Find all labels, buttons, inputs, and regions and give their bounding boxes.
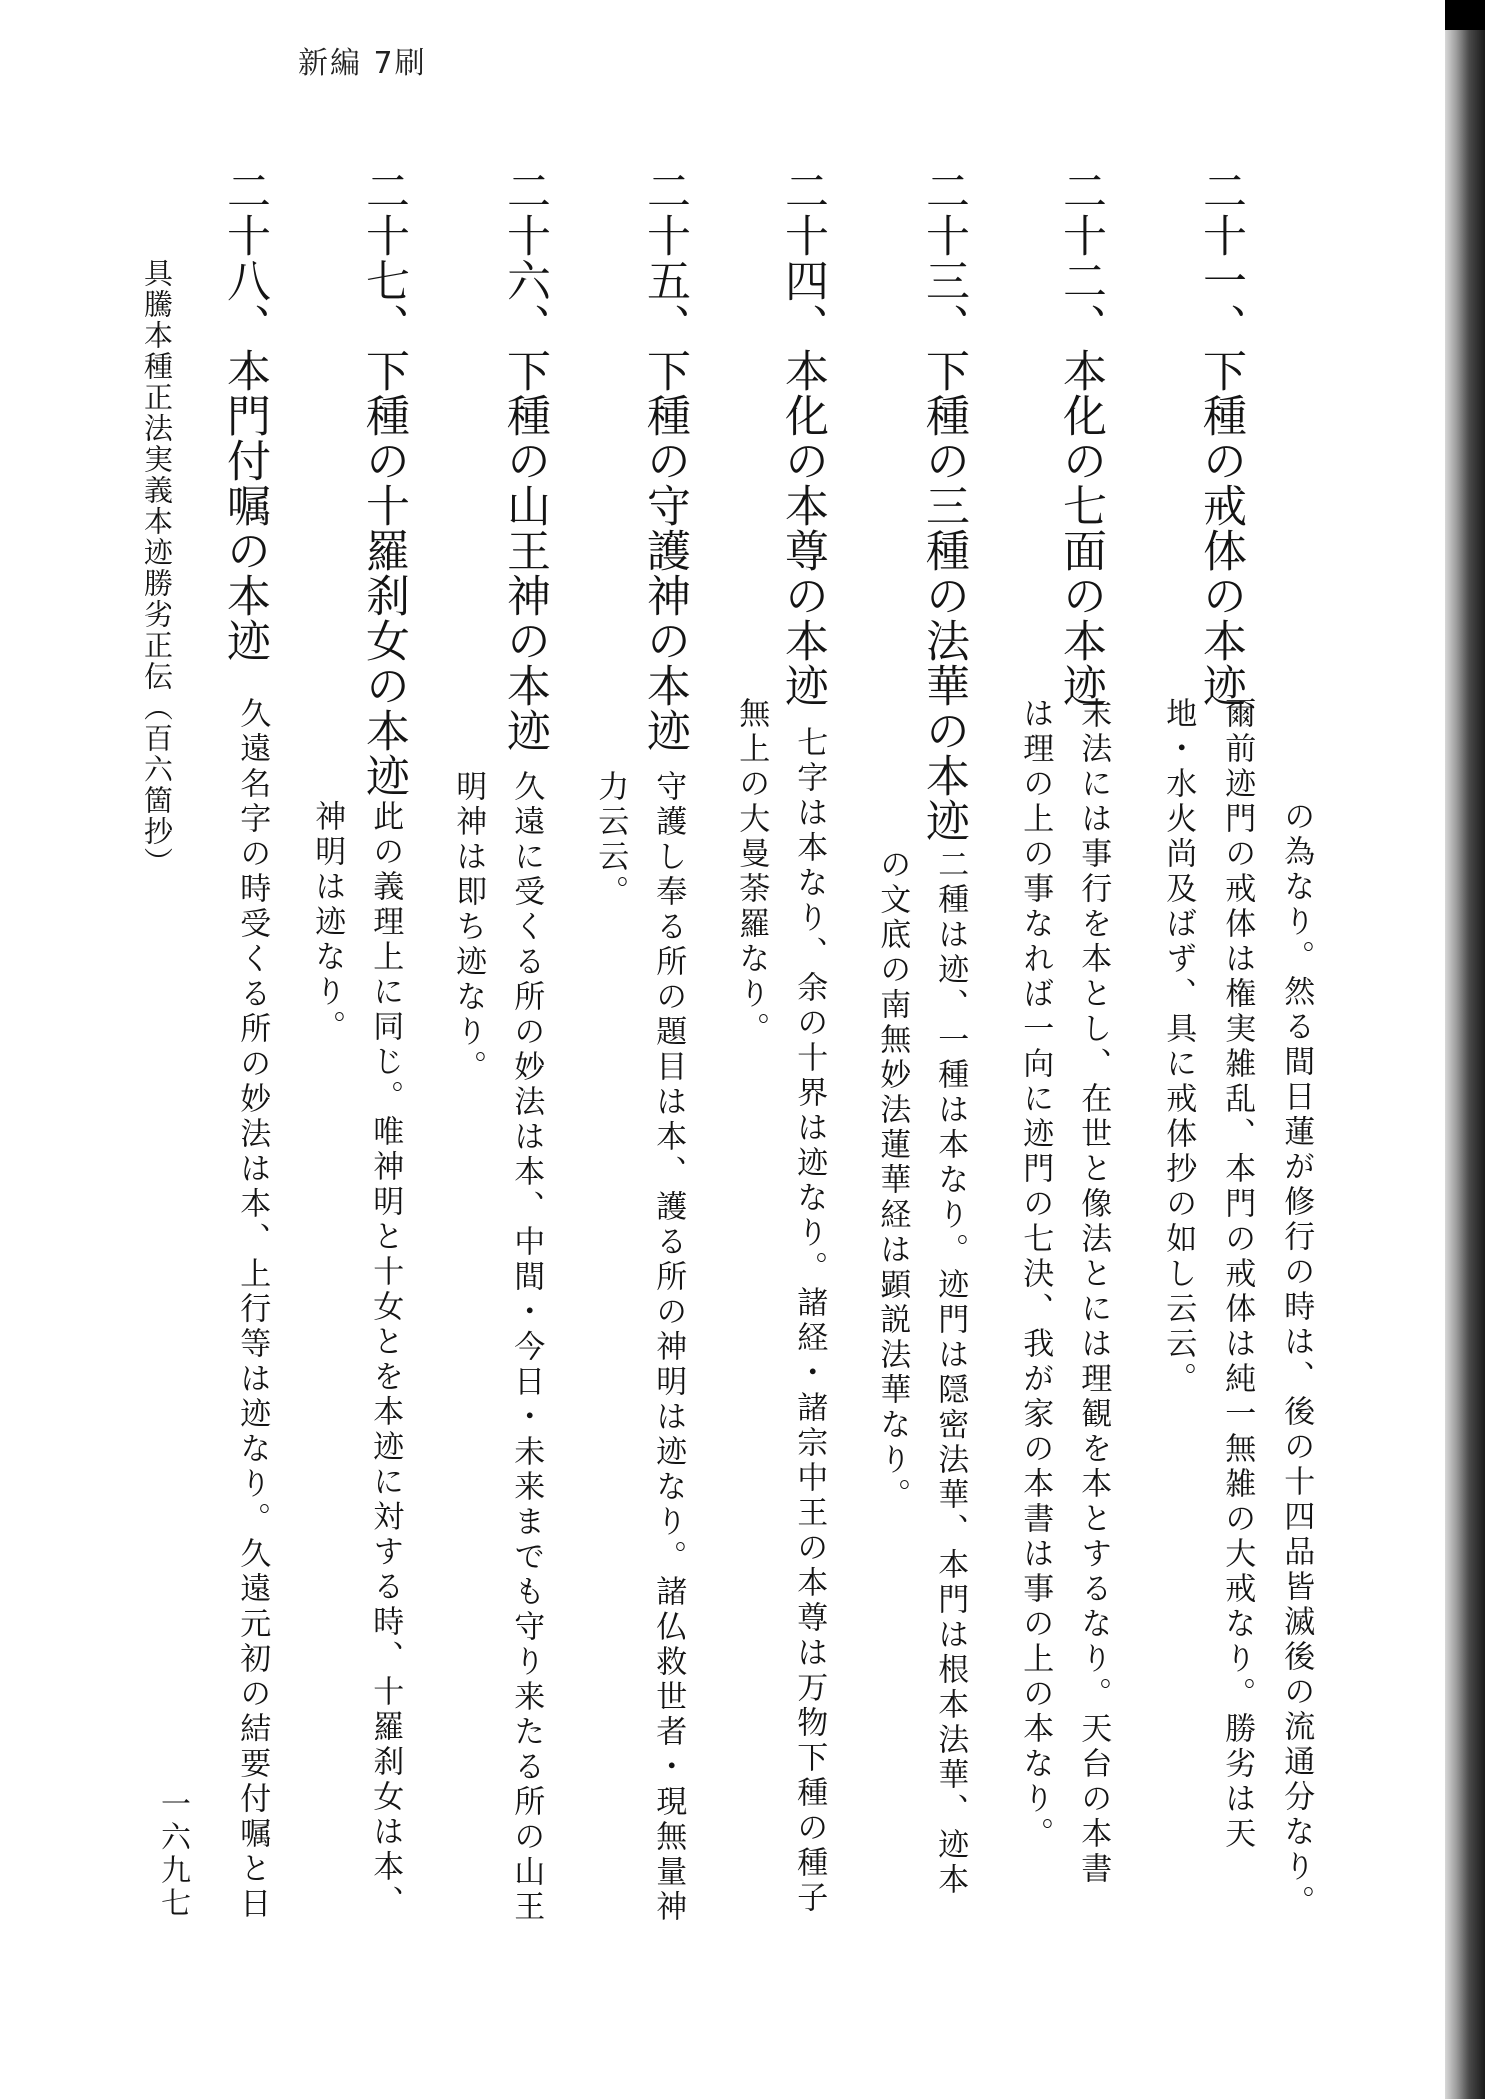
entry-23-body-line-1: 二種は迹、一種は本なり。迹門は隠密法華、本門は根本法華、迹本 — [932, 848, 969, 1898]
entry-21-heading: 二十一、下種の戒体の本迹 — [1195, 168, 1246, 708]
entry-23-heading: 二十三、下種の三種の法華の本迹 — [918, 168, 969, 843]
entry-25-body-line-2: 力云云。 — [592, 770, 629, 910]
entry-25-body-line-1: 守護し奉る所の題目は本、護る所の神明は迹なり。諸仏救世者・現無量神 — [650, 770, 687, 1925]
entry-26-body-line-1: 久遠に受くる所の妙法は本、中間・今日・未来までも守り来たる所の山王 — [508, 770, 545, 1925]
entry-21-body-line-1: の為なり。然る間日蓮が修行の時は、後の十四品皆滅後の流通分なり。 — [1278, 800, 1315, 1920]
entry-21-body-line-3: 地・水火尚及ばず、具に戒体抄の如し云云。 — [1160, 697, 1197, 1397]
entry-22-body-line-2: は理の上の事なれば一向に迹門の七決、我が家の本書は事の上の本なり。 — [1017, 697, 1054, 1852]
entry-22-heading: 二十二、本化の七面の本迹 — [1055, 168, 1106, 708]
running-title: 具騰本種正法実義本迹勝劣正伝（百六箇抄） — [140, 258, 174, 878]
entry-24-body-line-1: 七字は本なり、余の十界は迹なり。諸経・諸宗中王の本尊は万物下種の種子 — [791, 726, 828, 1916]
entry-24-heading: 二十四、本化の本尊の本迹 — [777, 168, 828, 708]
entry-27-body-line-1: 此の義理上に同じ。唯神明と十女とを本迹に対する時、十羅刹女は本、 — [367, 800, 404, 1920]
entry-26-body-line-2: 明神は即ち迹なり。 — [450, 770, 487, 1085]
book-spine-corner — [1445, 0, 1485, 30]
entry-23-body-line-2: の文底の南無妙法蓮華経は顕説法華なり。 — [874, 848, 911, 1513]
page-number: 一六九七 — [155, 1788, 190, 1920]
entry-27-heading: 二十七、下種の十羅刹女の本迹 — [358, 168, 409, 798]
entry-26-heading: 二十六、下種の山王神の本迹 — [499, 168, 550, 753]
entry-27-body-line-2: 神明は迹なり。 — [309, 800, 346, 1045]
entry-28-heading: 二十八、本門付嘱の本迹 — [219, 168, 270, 663]
entry-24-body-line-2: 無上の大曼荼羅なり。 — [733, 697, 770, 1047]
book-spine-shadow — [1445, 0, 1485, 2099]
edition-label: 新編 7刷 — [298, 46, 427, 81]
entry-28-body-line-1: 久遠名字の時受くる所の妙法は本、上行等は迹なり。久遠元初の結要付嘱と日 — [234, 697, 271, 1922]
entry-22-body-line-1: 末法には事行を本とし、在世と像法とには理観を本とするなり。天台の本書 — [1075, 697, 1112, 1887]
entry-25-heading: 二十五、下種の守護神の本迹 — [639, 168, 690, 753]
entry-21-body-line-2: 爾前迹門の戒体は権実雑乱、本門の戒体は純一無雑の大戒なり。勝劣は天 — [1219, 697, 1256, 1852]
